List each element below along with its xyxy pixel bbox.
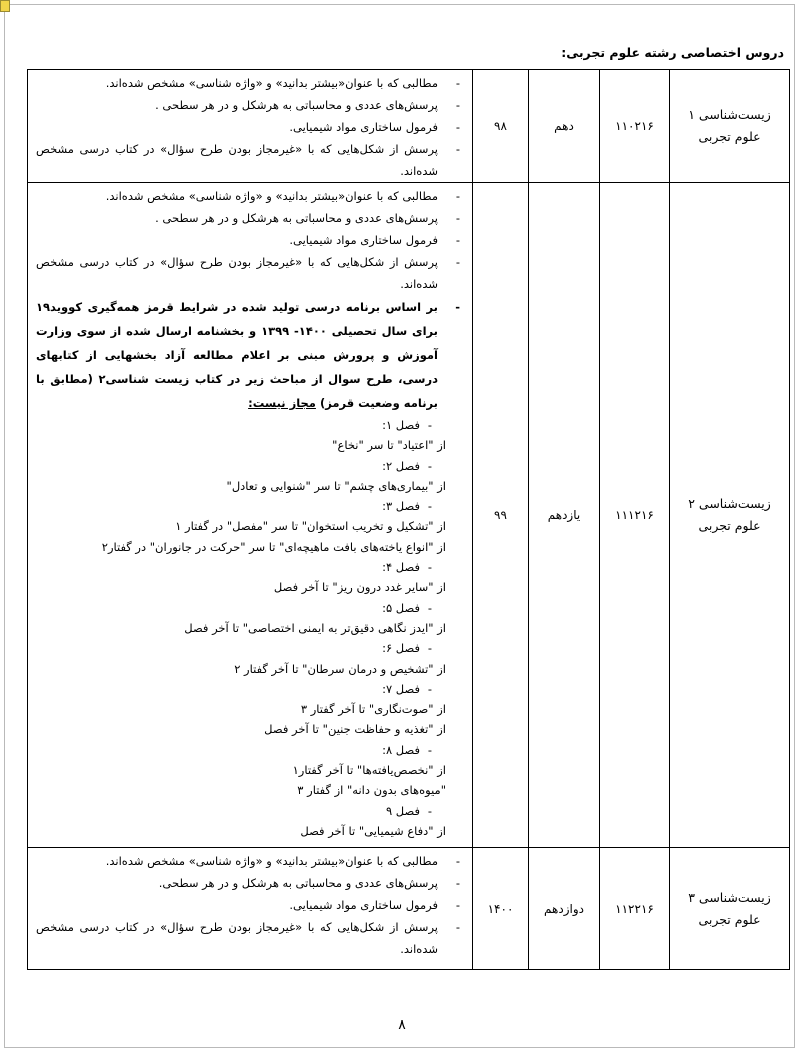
note-item: - مطالبی که با عنوان«بیشتر بدانید» و «واژه شناسی» مشخص شده‌اند. [36, 72, 466, 94]
note-item: - پرسش از شکل‌هایی که با «غیرمجاز بودن طرح سؤال» در کتاب درسی مشخص شده‌اند. [36, 251, 466, 295]
notes-list [36, 185, 466, 295]
chapter-title: -فصل ۶: [382, 641, 432, 656]
chapter-range: از "تشخیص و درمان سرطان" تا آخر گفتار ۲ [234, 661, 446, 676]
table-row [28, 183, 790, 848]
corner-mark-icon [0, 0, 10, 12]
course-name-cell [670, 70, 790, 183]
notes-list [36, 850, 466, 960]
course-code: ۱۱۰۲۱۶ [600, 70, 670, 183]
table-row [28, 848, 790, 970]
chapter-range: از "اعتیاد" تا سر "نخاع" [332, 438, 446, 453]
chapter-title: -فصل ۵: [382, 600, 432, 615]
courses-table [27, 69, 790, 970]
course-field: علوم تجربی [698, 129, 761, 144]
chapter-title: -فصل ۴: [382, 560, 432, 575]
year-value: ۱۴۰۰ [473, 848, 529, 970]
chapter-range: از "ایدز نگاهی دقیق‌تر به ایمنی اختصاصی" تا آخر فصل [184, 620, 446, 635]
chapter-range: از "انواع یاخته‌های بافت ماهیچه‌ای" تا سر "حرکت در جانوران" در گفتار۲ [101, 539, 446, 554]
course-field: علوم تجربی [698, 911, 761, 927]
note-item: - مطالبی که با عنوان«بیشتر بدانید» و «واژه شناسی» مشخص شده‌اند. [36, 850, 466, 872]
chapter-range: "میوه‌های بدون دانه" از گفتار ۳ [297, 783, 446, 798]
notes-list [36, 72, 466, 182]
chapter-range: از "سایر غدد درون ریز" تا آخر فصل [273, 580, 446, 595]
chapter-range: از "صوت‌نگاری" تا آخر گفتار ۳ [300, 702, 446, 717]
grade-level: یازدهم [529, 183, 600, 848]
year-value: ۹۸ [473, 70, 529, 183]
note-item: - پرسش از شکل‌هایی که با «غیرمجاز بودن طرح سؤال» در کتاب درسی مشخص شده‌اند. [36, 916, 466, 960]
course-name: زیست‌شناسی ۲ [688, 496, 771, 511]
chapter-title: -فصل ۲: [382, 458, 432, 473]
page-heading: دروس اختصاصی رشته علوم تجربی: [561, 45, 784, 60]
chapter-title: -فصل ۸: [382, 742, 432, 757]
note-item: - پرسش‌های عددی و محاسباتی به هرشکل و در هر سطحی . [36, 207, 466, 229]
covid-notice-text: بر اساس برنامه درسی تولید شده در شرایط قرمز همه‌گیری کووید۱۹ برای سال تحصیلی ۱۴۰۰- ۱۳۹۹ و بخشنامه ارسال شده از سوی وزارت آموزش و پرورش مبنی بر اعلام مطالعه آزاد بخشهایی از کتابهای درسی، طرح سوال از مباحث زیر در کتاب زیست شناسی۲ (مطابق با برنامه وضعیت قرمز) [36, 300, 439, 410]
year-value: ۹۹ [473, 183, 529, 848]
note-item: - پرسش از شکل‌هایی که با «غیرمجاز بودن طرح سؤال» در کتاب درسی مشخص شده‌اند. [36, 138, 466, 182]
notes-cell [28, 848, 473, 970]
excluded-chapters-list [36, 415, 466, 841]
chapter-title: -فصل ۹ [385, 803, 432, 818]
page-number: ۸ [398, 1017, 406, 1033]
covid-notice-not-allowed: مجاز نیست: [248, 396, 316, 410]
note-item: - فرمول ساختاری مواد شیمیایی. [36, 229, 466, 251]
notes-cell [28, 183, 473, 848]
chapter-title: -فصل ۳: [382, 499, 432, 514]
chapter-range: از "دفاع شیمیایی" تا آخر فصل [300, 823, 446, 838]
course-code: ۱۱۱۲۱۶ [600, 183, 670, 848]
note-item: - فرمول ساختاری مواد شیمیایی. [36, 116, 466, 138]
chapter-range: از "تغذیه و حفاظت جنین" تا آخر فصل [264, 722, 446, 737]
note-item: - مطالبی که با عنوان«بیشتر بدانید» و «واژه شناسی» مشخص شده‌اند. [36, 185, 466, 207]
table-row [28, 70, 790, 183]
notes-cell [28, 70, 473, 183]
course-name: زیست‌شناسی ۳ [688, 889, 771, 905]
note-item: - فرمول ساختاری مواد شیمیایی. [36, 894, 466, 916]
chapter-title: -فصل ۷: [382, 681, 432, 696]
note-item: - پرسش‌های عددی و محاسباتی به هرشکل و در هر سطحی . [36, 94, 466, 116]
course-name-cell [670, 848, 790, 970]
chapter-range: از "بیماری‌های چشم" تا سر "شنوایی و تعادل" [226, 478, 446, 493]
course-name-cell [670, 183, 790, 848]
note-item: - پرسش‌های عددی و محاسباتی به هرشکل و در هر سطحی. [36, 872, 466, 894]
covid-notice: - بر اساس برنامه درسی تولید شده در شرایط قرمز همه‌گیری کووید۱۹ برای سال تحصیلی ۱۴۰۰- ۱۳۹۹ و بخشنامه ارسال شده از سوی وزارت آموزش و پرورش مبنی بر اعلام مطالعه آزاد بخشهایی از کتابهای درسی، طرح سوال از مباحث زیر در کتاب زیست شناسی۲ (مطابق با برنامه وضعیت قرمز) مجاز نیست: [36, 300, 460, 410]
chapter-range: از "تشکیل و تخریب استخوان" تا سر "مفصل" در گفتار ۱ [175, 519, 446, 534]
chapter-range: از "نخصص‌یافته‌ها" تا آخر گفتار۱ [292, 763, 446, 778]
chapter-title: -فصل ۱: [382, 418, 432, 432]
grade-level: دهم [529, 70, 600, 183]
course-name: زیست‌شناسی ۱ [688, 107, 771, 122]
course-code: ۱۱۲۲۱۶ [600, 848, 670, 970]
course-field: علوم تجربی [698, 518, 761, 533]
grade-level: دوازدهم [529, 848, 600, 970]
